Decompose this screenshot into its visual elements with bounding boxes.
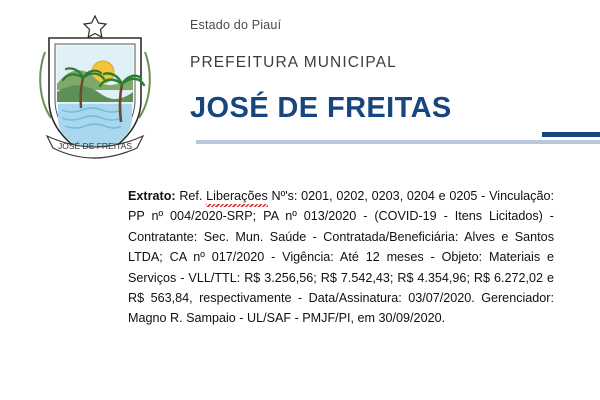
state-label: Estado do Piauí: [190, 18, 282, 32]
header-titles: [190, 8, 600, 125]
entity-label: PREFEITURA MUNICIPAL: [190, 54, 397, 71]
page-title: JOSÉ DE FREITAS: [190, 92, 452, 124]
document-header: [0, 0, 600, 170]
body-after: Nº's: 0201, 0202, 0203, 0204 e 0205 - Vinculação: PP nº 004/2020-SRP; PA nº 013/2020 - (COVID-19 - Itens Licitados) - Contratante: Sec. Mun. Saúde - Contratada/Beneficiária: Alves e Santos LTDA; CA nº 017/2020 - Vigência: Até 12 meses - Objeto: Materiais e Serviços - VLL/TTL: R$ 3.256,56; R$ 7.542,43; R$ 4.354,96; R$ 6.272,02 e R$ 563,84, respectivamente - Data/Assinatura: 03/07/2020. Gerenciador: Magno R. Sampaio - UL/SAF - PMJF/PI, em 30/09/2020.: [128, 189, 554, 326]
misspelled-word: Liberações: [206, 186, 268, 206]
coat-of-arms-icon: [29, 12, 161, 164]
body-before: Ref.: [175, 189, 207, 203]
header-divider: [196, 140, 600, 144]
crest-caption: JOSÉ DE FREITAS: [58, 141, 132, 151]
coat-of-arms-container: [0, 8, 190, 164]
extract-label: Extrato:: [128, 189, 176, 203]
extract-paragraph: [128, 186, 554, 329]
header-accent-bar: [542, 132, 600, 137]
